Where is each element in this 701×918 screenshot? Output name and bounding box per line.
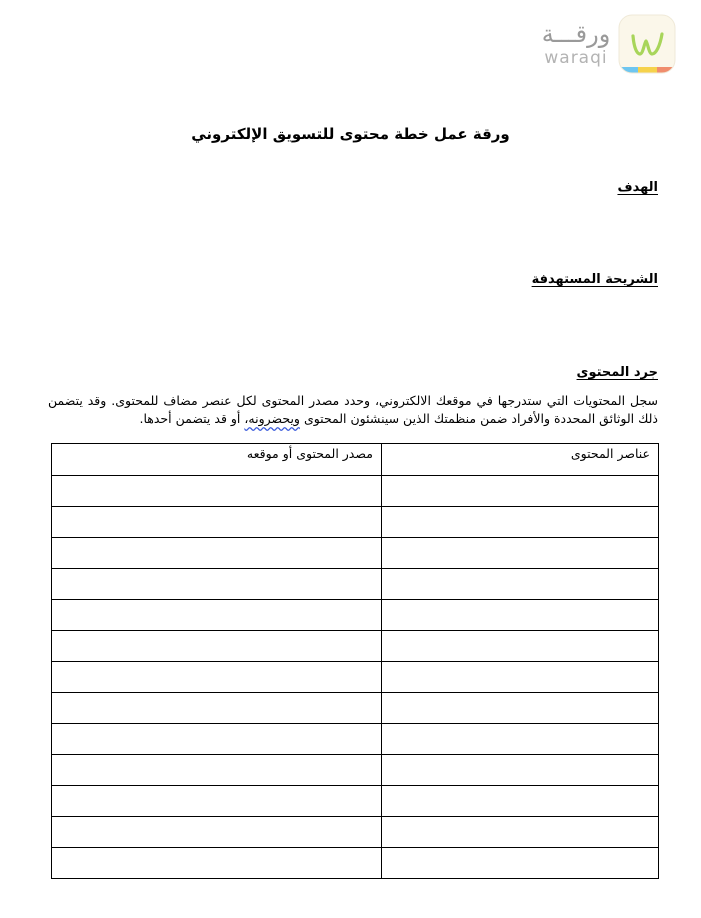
document-title: ورقة عمل خطة محتوى للتسويق الإلكتروني bbox=[191, 125, 510, 143]
cell-content-element[interactable] bbox=[381, 507, 658, 538]
cell-content-element[interactable] bbox=[381, 476, 658, 507]
table-header-row bbox=[52, 444, 659, 476]
inventory-description bbox=[48, 392, 658, 428]
cell-content-source[interactable] bbox=[52, 538, 382, 569]
section-heading-audience: الشريحة المستهدفة bbox=[531, 272, 658, 287]
table-row bbox=[52, 569, 659, 600]
logo-arabic-text: ورقـــة bbox=[541, 20, 611, 48]
cell-content-element[interactable] bbox=[381, 755, 658, 786]
cell-content-source[interactable] bbox=[52, 569, 382, 600]
cell-content-source[interactable] bbox=[52, 507, 382, 538]
table-row bbox=[52, 507, 659, 538]
cell-content-source[interactable] bbox=[52, 755, 382, 786]
table-row bbox=[52, 631, 659, 662]
cell-content-source[interactable] bbox=[52, 724, 382, 755]
table-row bbox=[52, 817, 659, 848]
header-content-elements: عناصر المحتوى bbox=[381, 444, 658, 476]
spellcheck-flagged-word: ويحضرونه، bbox=[244, 411, 300, 426]
table-row bbox=[52, 848, 659, 879]
table-row bbox=[52, 476, 659, 507]
table-row bbox=[52, 662, 659, 693]
cell-content-element[interactable] bbox=[381, 569, 658, 600]
description-text-end: أو قد يتضمن أحدها. bbox=[139, 411, 245, 426]
section-heading-goal: الهدف bbox=[617, 180, 658, 195]
cell-content-source[interactable] bbox=[52, 848, 382, 879]
header-content-source: مصدر المحتوى أو موقعه bbox=[52, 444, 382, 476]
waraqi-w-icon bbox=[618, 14, 676, 74]
table-row bbox=[52, 600, 659, 631]
table-row bbox=[52, 755, 659, 786]
description-text-start: سجل المحتويات التي ستدرجها في موقعك الالكتروني، وحدد مصدر المحتوى لكل عنصر مضاف للمحتوى. وقد يتضمن ذلك الوثائق المحددة والأفراد ضمن منظمتك الذين سينشئون المحتوى bbox=[48, 393, 658, 426]
table-row bbox=[52, 538, 659, 569]
cell-content-element[interactable] bbox=[381, 724, 658, 755]
waraqi-logo bbox=[540, 14, 678, 78]
cell-content-element[interactable] bbox=[381, 786, 658, 817]
cell-content-element[interactable] bbox=[381, 693, 658, 724]
cell-content-element[interactable] bbox=[381, 662, 658, 693]
cell-content-element[interactable] bbox=[381, 600, 658, 631]
table-row bbox=[52, 786, 659, 817]
table-body bbox=[52, 476, 659, 879]
cell-content-element[interactable] bbox=[381, 848, 658, 879]
content-inventory-table bbox=[51, 443, 659, 879]
logo-latin-text: waraqi bbox=[544, 48, 608, 68]
cell-content-element[interactable] bbox=[381, 631, 658, 662]
table-row bbox=[52, 724, 659, 755]
section-heading-inventory: جرد المحتوى bbox=[576, 365, 658, 380]
cell-content-source[interactable] bbox=[52, 631, 382, 662]
table-row bbox=[52, 693, 659, 724]
cell-content-source[interactable] bbox=[52, 817, 382, 848]
cell-content-source[interactable] bbox=[52, 786, 382, 817]
cell-content-source[interactable] bbox=[52, 662, 382, 693]
cell-content-element[interactable] bbox=[381, 538, 658, 569]
logo-text bbox=[540, 20, 612, 68]
cell-content-source[interactable] bbox=[52, 693, 382, 724]
cell-content-element[interactable] bbox=[381, 817, 658, 848]
cell-content-source[interactable] bbox=[52, 600, 382, 631]
cell-content-source[interactable] bbox=[52, 476, 382, 507]
